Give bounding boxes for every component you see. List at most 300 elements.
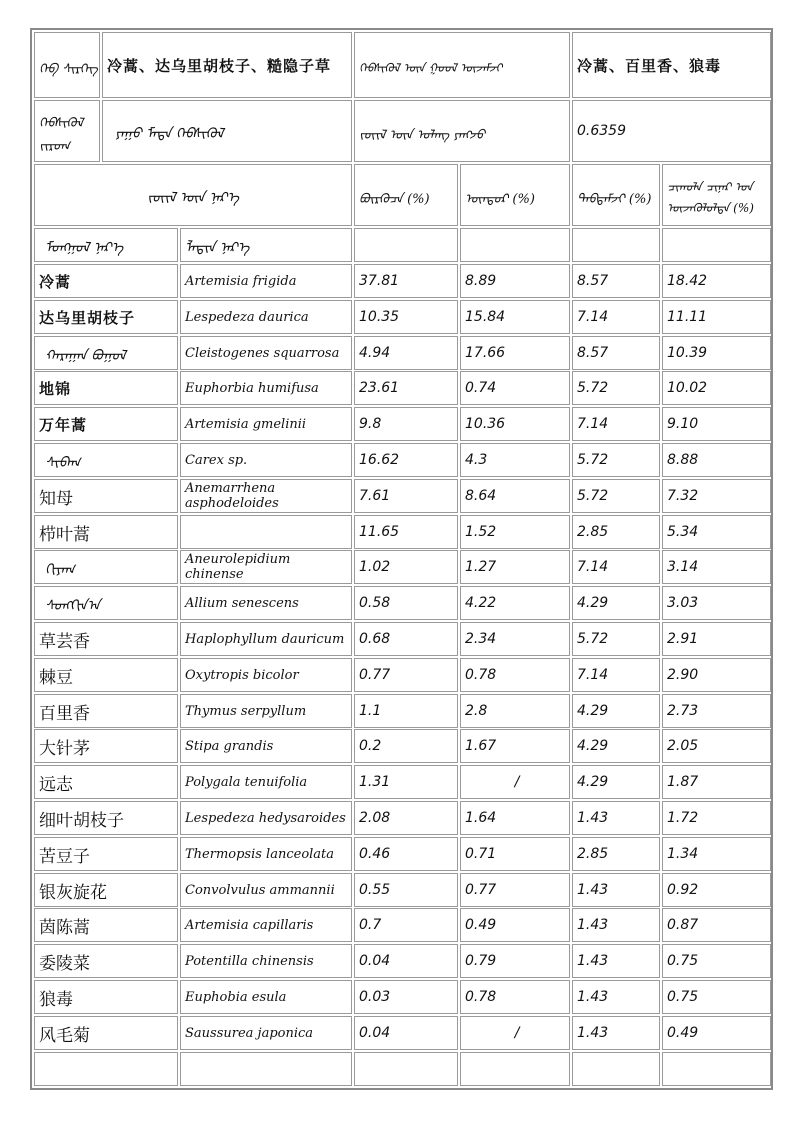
height-value: 1.67 <box>465 738 497 754</box>
species-latin: Convolvulus ammannii <box>185 882 335 898</box>
table-cell <box>572 944 660 978</box>
frequency-value: 4.29 <box>577 703 609 719</box>
frequency-value: 5.72 <box>577 380 609 396</box>
table-cell <box>460 765 570 799</box>
table-cell <box>662 837 771 871</box>
importance-value: 11.11 <box>667 309 708 325</box>
table-cell <box>662 694 771 728</box>
height-value: 4.3 <box>465 452 488 468</box>
table-cell <box>572 550 660 584</box>
table-cell <box>572 371 660 405</box>
table-cell <box>180 586 352 620</box>
height-value: 2.8 <box>465 703 488 719</box>
table-cell <box>572 765 660 799</box>
frequency-value: 1.43 <box>577 882 609 898</box>
frequency-value: 5.72 <box>577 631 609 647</box>
table-cell <box>460 944 570 978</box>
coverage-value: 7.61 <box>359 488 391 504</box>
table-cell <box>662 765 771 799</box>
species-latin: Lespedeza daurica <box>185 309 309 325</box>
table-cell <box>34 837 178 871</box>
table-cell <box>354 622 458 656</box>
table-cell <box>354 550 458 584</box>
table-cell <box>34 336 178 370</box>
coverage-value: 0.03 <box>359 989 391 1005</box>
community-type: 冷蒿、达乌里胡枝子、糙隐子草 <box>107 56 332 75</box>
table-cell <box>34 371 178 405</box>
table-cell <box>572 479 660 513</box>
coverage-value: 0.46 <box>359 846 391 862</box>
table-cell <box>354 1016 458 1050</box>
plot-value-cell <box>102 100 352 162</box>
frequency-value: 2.85 <box>577 524 609 540</box>
frequency-value: 7.14 <box>577 559 609 575</box>
dominant-label: ᠬᠡᠪᠰᠢᠭᠦᠯ ᠦᠨ ᠭᠣᠣᠯ ᠦᠵᠡᠮᠵᠢ <box>359 60 503 75</box>
coverage-value: 11.65 <box>359 524 400 540</box>
table-cell <box>34 729 178 763</box>
species-latin: Haplophyllum dauricum <box>185 631 345 647</box>
species-name: ᠬᠠᠷᠠᠭᠠᠨ ᠪᠣᠭᠣᠯ <box>45 348 126 364</box>
frequency-value: 1.43 <box>577 989 609 1005</box>
table-cell <box>180 407 352 441</box>
table-cell <box>460 300 570 334</box>
table-cell <box>180 694 352 728</box>
table-cell <box>460 837 570 871</box>
frequency-value: 1.43 <box>577 953 609 969</box>
species-latin: Oxytropis bicolor <box>185 667 299 683</box>
height-value: 0.71 <box>465 846 497 862</box>
table-cell <box>572 622 660 656</box>
importance-value: 2.05 <box>667 738 699 754</box>
table-cell <box>34 801 178 835</box>
table-cell <box>34 1016 178 1050</box>
table-cell <box>354 873 458 907</box>
table-cell <box>572 980 660 1014</box>
table-cell <box>572 300 660 334</box>
importance-value: 2.90 <box>667 667 699 683</box>
table-cell <box>34 264 178 298</box>
table-cell <box>180 515 352 549</box>
frequency-value: 8.57 <box>577 273 609 289</box>
importance-value: 10.39 <box>667 345 708 361</box>
species-latin: Thymus serpyllum <box>185 703 307 719</box>
table-cell <box>180 550 352 584</box>
table-cell <box>460 729 570 763</box>
dominant-species: 冷蒿、百里香、狼毒 <box>577 56 722 75</box>
importance-value: 7.32 <box>667 488 699 504</box>
table-cell <box>34 944 178 978</box>
importance-value: 0.75 <box>667 953 699 969</box>
species-name: 银灰旋花 <box>39 882 107 903</box>
coverage-value: 4.94 <box>359 345 391 361</box>
table-cell <box>662 336 771 370</box>
table-cell <box>662 371 771 405</box>
table-cell <box>662 1016 771 1050</box>
species-name: 万年蒿 <box>39 415 88 434</box>
species-name: 达乌里胡枝子 <box>39 308 136 327</box>
table-cell <box>662 729 771 763</box>
coverage-value: 0.77 <box>359 667 391 683</box>
plot-label-cell <box>34 100 100 162</box>
importance-value: 0.49 <box>667 1025 699 1041</box>
coverage-value: 0.68 <box>359 631 391 647</box>
species-name: 地锦 <box>39 379 72 398</box>
species-name: 苦豆子 <box>39 846 90 867</box>
diversity-value: 0.6359 <box>577 123 626 139</box>
empty-cell <box>662 1052 771 1086</box>
empty-cell <box>460 1052 570 1086</box>
coverage-value: 0.04 <box>359 953 391 969</box>
header-label-cell <box>34 32 100 98</box>
header-label: ᠬᠡᠪ ᠰᠢᠷᠭᠡᠭ <box>39 61 98 77</box>
importance-value: 1.87 <box>667 774 699 790</box>
species-latin: Stipa grandis <box>185 738 274 754</box>
table-cell <box>180 443 352 477</box>
height-value: 0.79 <box>465 953 497 969</box>
importance-value: 2.73 <box>667 703 699 719</box>
table-cell <box>662 622 771 656</box>
table-cell <box>354 264 458 298</box>
species-name: 风毛菊 <box>39 1025 90 1046</box>
coverage-value: 0.58 <box>359 595 391 611</box>
height-value: 0.77 <box>465 882 497 898</box>
diversity-label-cell <box>354 100 570 162</box>
table-cell <box>180 908 352 942</box>
table-cell <box>354 944 458 978</box>
table-cell <box>180 371 352 405</box>
table-cell <box>572 586 660 620</box>
table-cell <box>460 873 570 907</box>
diversity-label: ᠵᠦᠢᠯ ᠦᠨ ᠣᠯᠠᠩ ᠶᠠᠩᠵᠤ <box>359 127 485 143</box>
table-cell <box>34 586 178 620</box>
importance-value: 3.03 <box>667 595 699 611</box>
frequency-value: 1.43 <box>577 1025 609 1041</box>
species-name: ᠰᠢᠪᠠᠭ <box>45 455 81 471</box>
table-cell <box>354 694 458 728</box>
table-cell <box>180 801 352 835</box>
dominant-species-cell <box>572 32 771 98</box>
height-value: 0.78 <box>465 667 497 683</box>
coverage-value: 23.61 <box>359 380 400 396</box>
frequency-value: 4.29 <box>577 738 609 754</box>
table-cell <box>180 658 352 692</box>
table-cell <box>180 944 352 978</box>
species-name: 栉叶蒿 <box>39 524 90 545</box>
table-cell <box>354 300 458 334</box>
table-cell <box>354 371 458 405</box>
table-cell <box>354 837 458 871</box>
species-latin: Allium senescens <box>185 595 299 611</box>
importance-value: 0.87 <box>667 917 699 933</box>
col-coverage-cell <box>354 164 458 226</box>
height-value: / <box>514 774 520 790</box>
height-value: 10.36 <box>465 416 506 432</box>
table-cell <box>460 694 570 728</box>
frequency-value: 7.14 <box>577 416 609 432</box>
table-cell <box>662 873 771 907</box>
coverage-value: 1.1 <box>359 703 382 719</box>
species-latin: Thermopsis lanceolata <box>185 846 335 862</box>
frequency-value: 4.29 <box>577 595 609 611</box>
table-cell <box>460 407 570 441</box>
table-cell <box>662 300 771 334</box>
table-cell <box>662 515 771 549</box>
height-value: 8.89 <box>465 273 497 289</box>
empty-cell <box>180 1052 352 1086</box>
table-cell <box>572 336 660 370</box>
frequency-value: 8.57 <box>577 345 609 361</box>
table-cell <box>572 801 660 835</box>
table-cell <box>572 407 660 441</box>
species-name: 知母 <box>39 488 73 509</box>
col-species: ᠵᠦᠢᠯ ᠦᠨ ᠨᠡᠷ᠎ᠡ <box>147 190 239 206</box>
table-cell <box>354 980 458 1014</box>
col-importance: ᠴᠢᠬᠤᠯᠠ ᠴᠢᠨᠠᠷ ᠤᠨ ᠦᠵᠡᠭᠦᠯᠦᠯᠲᠡ (%) <box>667 180 754 215</box>
table-cell <box>662 908 771 942</box>
importance-value: 18.42 <box>667 273 708 289</box>
table-cell <box>572 908 660 942</box>
table-cell <box>354 443 458 477</box>
sub-empty-4 <box>662 228 771 262</box>
table-cell <box>34 765 178 799</box>
frequency-value: 7.14 <box>577 667 609 683</box>
table-cell <box>572 658 660 692</box>
importance-value: 0.92 <box>667 882 699 898</box>
species-latin: Potentilla chinensis <box>185 953 314 969</box>
col-name-latin-cell <box>180 228 352 262</box>
table-cell <box>662 550 771 584</box>
table-cell <box>662 944 771 978</box>
table-cell <box>662 658 771 692</box>
coverage-value: 37.81 <box>359 273 400 289</box>
coverage-value: 2.08 <box>359 810 391 826</box>
table-cell <box>354 336 458 370</box>
coverage-value: 1.31 <box>359 774 391 790</box>
table-cell <box>180 1016 352 1050</box>
importance-value: 5.34 <box>667 524 699 540</box>
importance-value: 9.10 <box>667 416 699 432</box>
species-latin: Artemisia gmelinii <box>185 416 307 432</box>
table-cell <box>460 658 570 692</box>
table-cell <box>34 515 178 549</box>
table-cell <box>572 694 660 728</box>
table-cell <box>460 443 570 477</box>
col-name-mn: ᠮᠣᠩᠭᠣᠯ ᠨᠡᠷ᠎ᠡ <box>45 240 124 256</box>
importance-value: 1.72 <box>667 810 699 826</box>
table-cell <box>180 336 352 370</box>
frequency-value: 7.14 <box>577 309 609 325</box>
plot-label: ᠬᠡᠪᠰᠢᠭᠦᠯ ᠵᠢᠷᠤᠭ <box>39 116 84 154</box>
height-value: 0.78 <box>465 989 497 1005</box>
table-cell <box>662 801 771 835</box>
table-cell <box>662 407 771 441</box>
table-cell <box>460 371 570 405</box>
table-cell <box>460 1016 570 1050</box>
table-cell <box>460 980 570 1014</box>
diversity-value-cell <box>572 100 771 162</box>
table-cell <box>180 765 352 799</box>
species-name: 远志 <box>39 774 73 795</box>
species-name: 草芸香 <box>39 631 90 652</box>
table-cell <box>34 479 178 513</box>
table-cell <box>34 908 178 942</box>
species-latin: Euphorbia humifusa <box>185 380 319 396</box>
height-value: 17.66 <box>465 345 506 361</box>
species-latin: Polygala tenuifolia <box>185 774 308 790</box>
coverage-value: 0.04 <box>359 1025 391 1041</box>
frequency-value: 2.85 <box>577 846 609 862</box>
table-cell <box>180 980 352 1014</box>
table-cell <box>460 908 570 942</box>
table-cell <box>34 300 178 334</box>
frequency-value: 5.72 <box>577 488 609 504</box>
importance-value: 3.14 <box>667 559 699 575</box>
col-species-cell <box>34 164 352 226</box>
height-value: 1.64 <box>465 810 497 826</box>
sub-empty-1 <box>354 228 458 262</box>
species-name: 委陵菜 <box>39 953 90 974</box>
species-name: 棘豆 <box>39 667 73 688</box>
table-cell <box>34 658 178 692</box>
table-cell <box>354 515 458 549</box>
table-cell <box>354 586 458 620</box>
table-cell <box>662 264 771 298</box>
importance-value: 1.34 <box>667 846 699 862</box>
species-name: 大针茅 <box>39 738 90 759</box>
species-latin: Carex sp. <box>185 452 248 468</box>
table-cell <box>460 586 570 620</box>
species-latin: Artemisia capillaris <box>185 917 314 933</box>
col-frequency-cell <box>572 164 660 226</box>
coverage-value: 1.02 <box>359 559 391 575</box>
species-latin: Artemisia frigida <box>185 273 297 289</box>
frequency-value: 1.43 <box>577 917 609 933</box>
table-cell <box>34 694 178 728</box>
species-name: ᠬᠢᠶᠠᠭ <box>45 562 75 578</box>
height-value: 2.34 <box>465 631 497 647</box>
table-cell <box>662 980 771 1014</box>
empty-cell <box>572 1052 660 1086</box>
col-name-mn-cell <box>34 228 178 262</box>
species-latin: Euphobia esula <box>185 989 287 1005</box>
table-cell <box>354 407 458 441</box>
table-cell <box>460 264 570 298</box>
table-cell <box>354 658 458 692</box>
species-name: 细叶胡枝子 <box>39 810 124 831</box>
species-table <box>30 28 773 1090</box>
table-cell <box>662 479 771 513</box>
table-cell <box>34 873 178 907</box>
table-cell <box>34 980 178 1014</box>
table-cell <box>180 479 352 513</box>
table-cell <box>34 407 178 441</box>
table-cell <box>34 622 178 656</box>
table-cell <box>460 515 570 549</box>
empty-cell <box>34 1052 178 1086</box>
coverage-value: 0.55 <box>359 882 391 898</box>
species-latin: Saussurea japonica <box>185 1025 314 1041</box>
table-cell <box>180 837 352 871</box>
height-value: 0.49 <box>465 917 497 933</box>
importance-value: 2.91 <box>667 631 699 647</box>
table-cell <box>460 550 570 584</box>
table-cell <box>572 837 660 871</box>
table-cell <box>572 443 660 477</box>
importance-value: 10.02 <box>667 380 708 396</box>
table-cell <box>572 1016 660 1050</box>
height-value: 1.52 <box>465 524 497 540</box>
frequency-value: 4.29 <box>577 774 609 790</box>
table-cell <box>572 873 660 907</box>
table-cell <box>180 622 352 656</box>
table-cell <box>354 479 458 513</box>
col-importance-cell <box>662 164 771 226</box>
coverage-value: 16.62 <box>359 452 400 468</box>
table-cell <box>460 622 570 656</box>
coverage-value: 10.35 <box>359 309 400 325</box>
table-cell <box>180 873 352 907</box>
sub-empty-3 <box>572 228 660 262</box>
height-value: / <box>514 1025 520 1041</box>
species-name: 茵陈蒿 <box>39 917 90 938</box>
species-latin: Cleistogenes squarrosa <box>185 345 340 361</box>
table-cell <box>354 801 458 835</box>
col-height: ᠥᠨᠳᠥᠷ (%) <box>465 191 535 207</box>
table-cell <box>572 729 660 763</box>
col-frequency: ᠳᠠᠪᠲᠠᠮᠵᠢ (%) <box>577 191 652 207</box>
table-cell <box>460 801 570 835</box>
height-value: 15.84 <box>465 309 506 325</box>
height-value: 0.74 <box>465 380 497 396</box>
sub-empty-2 <box>460 228 570 262</box>
species-latin: Anemarrhena asphodeloides <box>185 481 279 511</box>
height-value: 8.64 <box>465 488 497 504</box>
coverage-value: 0.7 <box>359 917 382 933</box>
species-name: 狼毒 <box>39 989 73 1010</box>
table-cell <box>34 550 178 584</box>
col-coverage: ᠪᠦᠷᠬᠦᠴᠡ (%) <box>359 191 430 207</box>
table-cell <box>354 908 458 942</box>
table-cell <box>460 336 570 370</box>
table-cell <box>572 515 660 549</box>
frequency-value: 1.43 <box>577 810 609 826</box>
table-cell <box>354 729 458 763</box>
col-height-cell <box>460 164 570 226</box>
table-cell <box>180 729 352 763</box>
table-cell <box>180 264 352 298</box>
importance-value: 8.88 <box>667 452 699 468</box>
table-cell <box>34 443 178 477</box>
empty-cell <box>354 1052 458 1086</box>
table-cell <box>572 264 660 298</box>
height-value: 1.27 <box>465 559 497 575</box>
table-cell <box>662 443 771 477</box>
importance-value: 0.75 <box>667 989 699 1005</box>
community-type-cell <box>102 32 352 98</box>
table-cell <box>662 586 771 620</box>
frequency-value: 5.72 <box>577 452 609 468</box>
species-name: ᠰᠣᠩᠭᠢᠨ᠎ᠠ <box>45 598 101 614</box>
species-latin: Aneurolepidium chinense <box>185 552 291 582</box>
height-value: 4.22 <box>465 595 497 611</box>
coverage-value: 0.2 <box>359 738 382 754</box>
species-latin: Lespedeza hedysaroides <box>185 810 346 826</box>
table-cell <box>180 300 352 334</box>
table-cell <box>354 765 458 799</box>
species-name: 冷蒿 <box>39 272 72 291</box>
col-name-latin: ᠯᠠᠲᠢᠨ ᠨᠡᠷ᠎ᠡ <box>185 240 250 256</box>
dominant-label-cell <box>354 32 570 98</box>
